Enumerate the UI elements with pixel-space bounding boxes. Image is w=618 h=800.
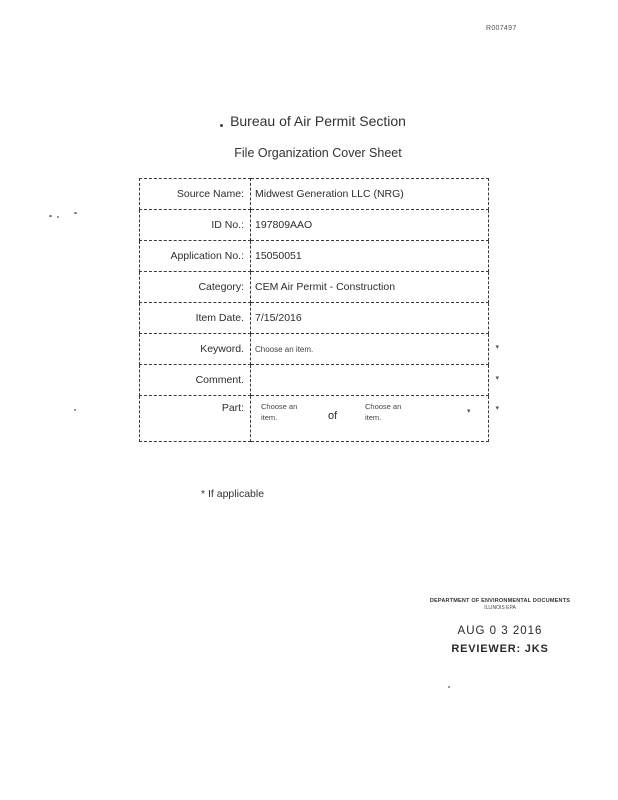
part-first-dropdown[interactable]: Choose an item. <box>261 402 298 422</box>
part-of-text: of <box>328 410 338 422</box>
scan-speck <box>74 212 77 214</box>
item-date-field[interactable]: 7/15/2016 <box>251 303 489 334</box>
item-date-label: Item Date. <box>140 303 251 334</box>
id-no-label: ID No.: <box>140 210 251 241</box>
received-stamp <box>425 598 575 655</box>
stamp-department: DEPARTMENT OF ENVIRONMENTAL DOCUMENTS <box>429 598 571 604</box>
category-label: Category: <box>140 272 251 303</box>
keyword-placeholder: Choose an item. <box>255 345 314 354</box>
application-no-label: Application No.: <box>140 241 251 272</box>
cover-sheet-table <box>139 178 499 442</box>
application-no-field[interactable]: 15050051 <box>251 241 489 272</box>
row-part <box>140 396 489 442</box>
part-selectors <box>255 402 484 438</box>
footnote: * If applicable <box>201 488 265 500</box>
page-title: Bureau of Air Permit Section <box>230 113 406 129</box>
part-second-dropdown[interactable]: Choose an item. <box>365 402 402 422</box>
row-application-no <box>140 241 489 272</box>
row-id-no <box>140 210 489 241</box>
chevron-down-icon[interactable]: ▾ <box>495 405 499 412</box>
id-no-field[interactable]: 197809AAO <box>251 210 489 241</box>
row-category <box>140 272 489 303</box>
keyword-label: Keyword. <box>140 334 251 365</box>
scan-speck <box>74 409 76 411</box>
part-field <box>251 396 499 442</box>
stamp-date: AUG 0 3 2016 <box>457 625 543 637</box>
part-label: Part: <box>140 396 251 442</box>
comment-label: Comment. <box>140 365 251 396</box>
document-id: R007497 <box>486 25 517 32</box>
scan-speck <box>448 686 450 688</box>
source-name-field[interactable]: Midwest Generation LLC (NRG) <box>251 179 489 210</box>
scan-speck <box>49 215 52 217</box>
source-name-label: Source Name: <box>140 179 251 210</box>
chevron-down-icon[interactable]: ▾ <box>495 375 499 382</box>
row-source-name <box>140 179 489 210</box>
row-item-date <box>140 303 489 334</box>
scan-speck <box>57 216 59 218</box>
row-keyword <box>140 334 489 365</box>
chevron-down-icon[interactable]: ▾ <box>495 344 499 351</box>
category-field[interactable]: CEM Air Permit - Construction <box>251 272 489 303</box>
page-subtitle: File Organization Cover Sheet <box>234 146 402 160</box>
stamp-reviewer: REVIEWER: JKS <box>451 643 549 655</box>
chevron-down-icon[interactable]: ▾ <box>467 408 471 415</box>
keyword-dropdown[interactable] <box>251 334 499 365</box>
stamp-agency: ILLINOIS EPA <box>484 605 516 611</box>
comment-field[interactable] <box>251 365 499 396</box>
row-comment <box>140 365 489 396</box>
